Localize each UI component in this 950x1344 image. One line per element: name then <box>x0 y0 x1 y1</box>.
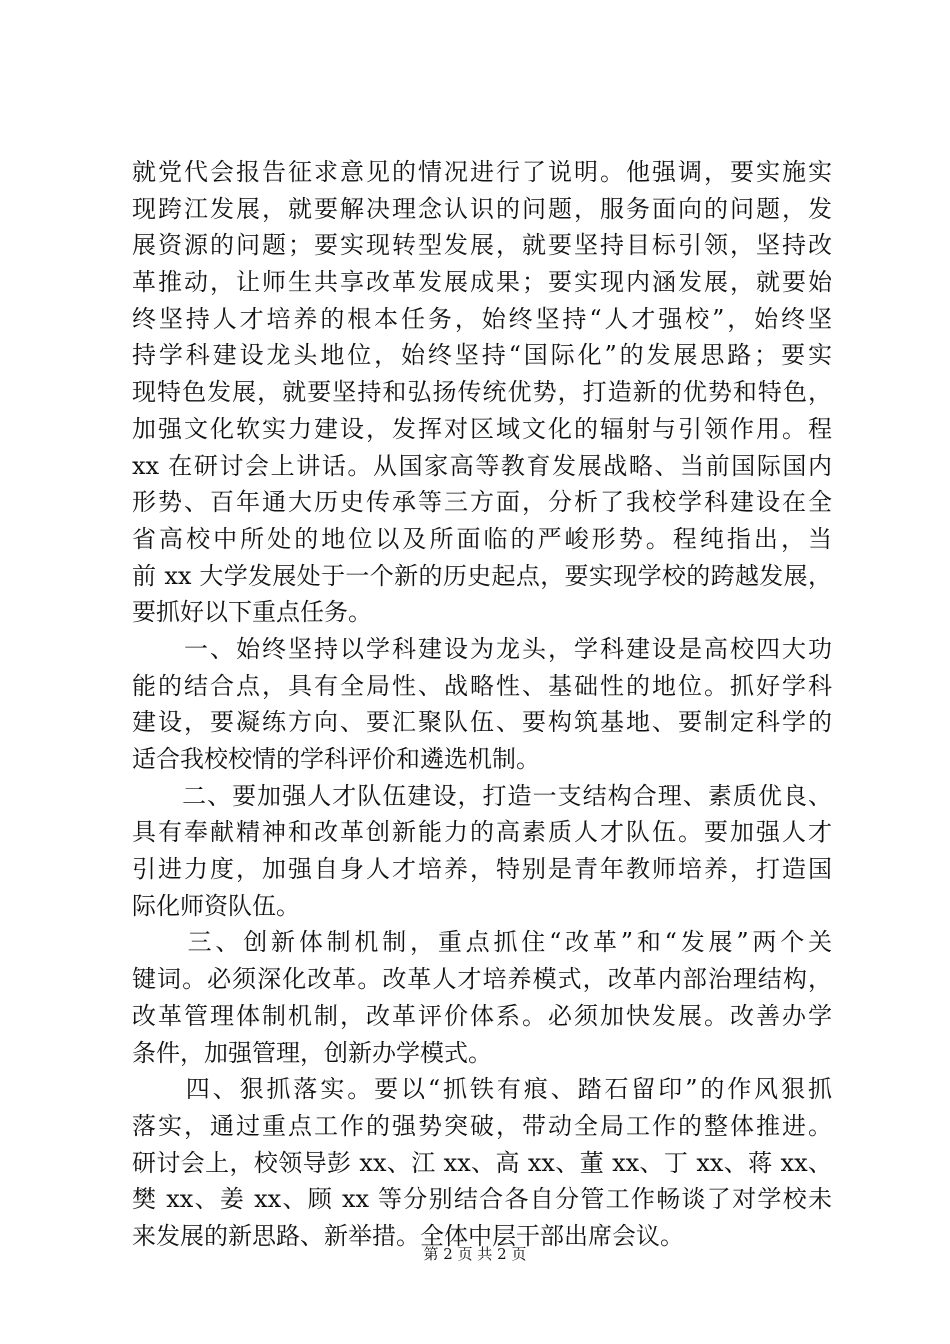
text-line: 二、要加强人才队伍建设，打造一支结构合理、素质优良、 <box>132 781 832 810</box>
text-line: 具有奉献精神和改革创新能力的高素质人才队伍。要加强人才 <box>132 818 832 847</box>
text-line: 四、狠抓落实。要以“抓铁有痕、踏石留印”的作风狠抓 <box>132 1075 832 1104</box>
text-line: 现跨江发展，就要解决理念认识的问题，服务面向的问题，发 <box>132 194 832 223</box>
page-number-label: 第 2 页 共 2 页 <box>423 1245 527 1263</box>
text-line: 樊 xx、姜 xx、顾 xx 等分别结合各自分管工作畅谈了对学校未 <box>132 1185 832 1214</box>
text-line: 展资源的问题；要实现转型发展，就要坚持目标引领，坚持改 <box>132 231 832 260</box>
text-line: 来发展的新思路、新举措。全体中层干部出席会议。 <box>132 1221 684 1250</box>
text-line: 革推动，让师生共享改革发展成果；要实现内涵发展，就要始 <box>132 268 832 297</box>
text-line: 就党代会报告征求意见的情况进行了说明。他强调，要实施实 <box>132 158 832 186</box>
text-line: 一、始终坚持以学科建设为龙头，学科建设是高校四大功 <box>132 634 832 663</box>
text-line: 建设，要凝练方向、要汇聚队伍、要构筑基地、要制定科学的 <box>132 708 832 737</box>
text-line: 三、创新体制机制，重点抓住“改革”和“发展”两个关 <box>132 928 832 957</box>
text-line: 加强文化软实力建设，发挥对区域文化的辐射与引领作用。程 <box>132 414 832 443</box>
text-line: 改革管理体制机制，改革评价体系。必须加快发展。改善办学 <box>132 1001 832 1030</box>
document-body <box>132 154 832 1255</box>
text-line: 省高校中所处的地位以及所面临的严峻形势。程纯指出，当 <box>132 524 832 553</box>
text-line: 终坚持人才培养的根本任务，始终坚持“人才强校”，始终坚 <box>132 304 832 333</box>
text-line: 键词。必须深化改革。改革人才培养模式，改革内部治理结构， <box>132 965 832 994</box>
text-line: 持学科建设龙头地位，始终坚持“国际化”的发展思路；要实 <box>132 341 832 370</box>
text-line: 研讨会上，校领导彭 xx、江 xx、高 xx、董 xx、丁 xx、蒋 xx、 <box>132 1148 832 1177</box>
text-line: 条件，加强管理，创新办学模式。 <box>132 1038 492 1067</box>
text-line: 能的结合点，具有全局性、战略性、基础性的地位。抓好学科 <box>132 671 832 700</box>
text-line: 引进力度，加强自身人才培养，特别是青年教师培养，打造国 <box>132 855 832 884</box>
text-line: 形势、百年通大历史传承等三方面，分析了我校学科建设在全 <box>132 488 832 517</box>
page-footer <box>0 1244 950 1264</box>
text-line: 适合我校校情的学科评价和遴选机制。 <box>132 745 540 773</box>
text-line: 要抓好以下重点任务。 <box>132 598 372 627</box>
text-line: 际化师资队伍。 <box>132 891 300 920</box>
text-line: 前 xx 大学发展处于一个新的历史起点，要实现学校的跨越发展， <box>132 561 832 590</box>
text-line: 现特色发展，就要坚持和弘扬传统优势，打造新的优势和特色， <box>132 378 832 407</box>
text-line: 落实，通过重点工作的强势突破，带动全局工作的整体推进。 <box>132 1111 832 1140</box>
text-line: xx 在研讨会上讲话。从国家高等教育发展战略、当前国际国内 <box>132 451 832 480</box>
